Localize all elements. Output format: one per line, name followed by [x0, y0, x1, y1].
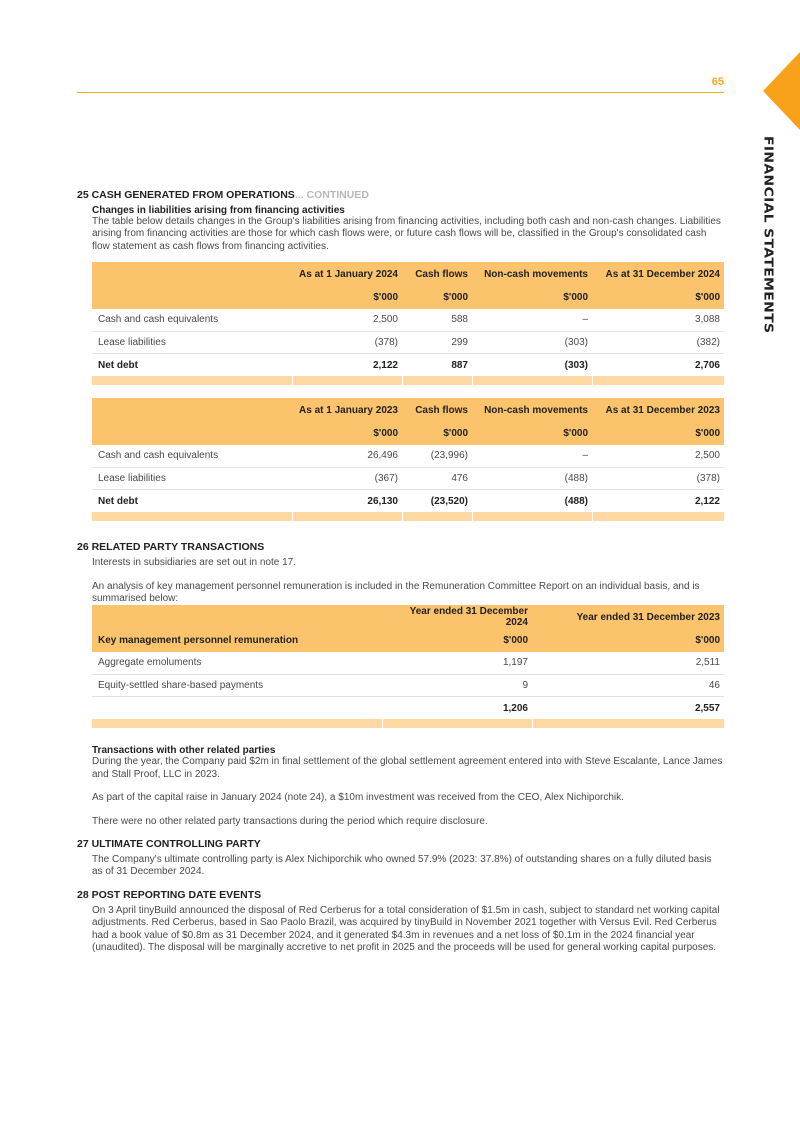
table-cell: 2,557	[694, 702, 720, 714]
table-cell: 26,496	[292, 445, 402, 468]
page-number: 65	[711, 76, 724, 88]
unit-cell: $'000	[472, 422, 592, 445]
note27-p1: The Company's ultimate controlling party is Alex Nichiporchik who owned 57.9% (2023: 37.8%) of outstanding shares on a fully diluted basis as of 31 December 2024.	[92, 854, 712, 878]
table-total-row	[92, 354, 724, 377]
table-cell: (303)	[472, 331, 592, 354]
table-cell: 2,706	[694, 359, 720, 371]
table-cell: (378)	[292, 331, 402, 354]
kmp-remuneration-table	[92, 605, 724, 728]
corner-tab-triangle	[763, 52, 800, 130]
net-debt-table-2024	[92, 262, 724, 385]
table-row	[92, 674, 724, 697]
table-units-row	[92, 286, 724, 309]
header-cell: As at 1 January 2024	[292, 262, 402, 286]
table-cell: (23,520)	[430, 495, 468, 507]
header-cell: Cash flows	[402, 398, 472, 422]
unit-cell: $'000	[292, 422, 402, 445]
unit-cell: $'000	[472, 286, 592, 309]
row-label: Lease liabilities	[92, 467, 292, 490]
unit-cell: $'000	[402, 422, 472, 445]
section-side-label	[760, 136, 774, 336]
unit-cell: $'000	[382, 629, 532, 652]
row-label: Net debt	[98, 359, 138, 371]
note26-p4: As part of the capital raise in January 2024 (note 24), a $10m investment was received from the CEO, Alex Nichiporchik.	[92, 792, 624, 804]
header-cell: As at 1 January 2023	[292, 398, 402, 422]
table-cell: 1,206	[502, 702, 528, 714]
header-cell: Year ended 31 December 2024	[382, 605, 532, 629]
row-label	[92, 697, 382, 720]
table-cell: 2,122	[694, 495, 720, 507]
note25-subheading: Changes in liabilities arising from financing activities	[92, 205, 345, 216]
header-cell: As at 31 December 2024	[592, 262, 724, 286]
table-cell: 1,197	[382, 652, 532, 675]
table-row	[92, 652, 724, 675]
table-cell: 2,511	[532, 652, 724, 675]
table-cell: (488)	[564, 495, 588, 507]
table-cell: –	[472, 309, 592, 332]
table-cell: 2,122	[372, 359, 398, 371]
table-cell: –	[472, 445, 592, 468]
note26-p1: Interests in subsidiaries are set out in note 17.	[92, 557, 297, 569]
row-label: Cash and cash equivalents	[92, 309, 292, 332]
note25-title: 25 CASH GENERATED FROM OPERATIONS	[77, 189, 295, 201]
table-cell: (367)	[292, 467, 402, 490]
table-cell: 2,500	[292, 309, 402, 332]
row-label: Lease liabilities	[92, 331, 292, 354]
table-header-row	[92, 605, 724, 629]
table-header-row	[92, 398, 724, 422]
note26-p2: An analysis of key management personnel remuneration is included in the Remuneration Committee Report on an individual basis, and is summarised below:	[92, 580, 700, 605]
table-row	[92, 331, 724, 354]
table-cell: 588	[402, 309, 472, 332]
table-footer-band	[92, 376, 724, 385]
unit-cell: $'000	[292, 286, 402, 309]
table-total-row	[92, 490, 724, 513]
note27-heading: 27 ULTIMATE CONTROLLING PARTY	[77, 838, 261, 851]
table-cell: 299	[402, 331, 472, 354]
table-units-row	[92, 422, 724, 445]
label-header-cell: Key management personnel remuneration	[92, 629, 382, 652]
table-cell: (488)	[472, 467, 592, 490]
table-row	[92, 309, 724, 332]
table-cell: 9	[382, 674, 532, 697]
table-row	[92, 467, 724, 490]
section-side-label-text: FINANCIAL STATEMENTS	[760, 136, 776, 334]
note26-p5: There were no other related party transactions during the period which require disclosure.	[92, 815, 488, 827]
note26-heading: 26 RELATED PARTY TRANSACTIONS	[77, 541, 265, 554]
table-header-row	[92, 262, 724, 286]
unit-cell: $'000	[532, 629, 724, 652]
row-label: Equity-settled share-based payments	[92, 674, 382, 697]
table-row	[92, 445, 724, 468]
table-cell: (23,996)	[402, 445, 472, 468]
row-label: Cash and cash equivalents	[92, 445, 292, 468]
header-cell: Non-cash movements	[472, 262, 592, 286]
note25-intro: The table below details changes in the Group's liabilities arising from financing activities, including both cash and non-cash changes. Liabilities arising from financing activities are those for which cash flows were, or future cash flows will be, classified in the Group's consolidated cash flow statement as cash flows from financing activities.	[92, 216, 721, 252]
top-rule	[77, 92, 724, 93]
note25-heading	[77, 189, 724, 201]
note26-p3: During the year, the Company paid $2m in final settlement of the global settlement agreement entered into with Steve Escalante, Lance James and Stall Proof, LLC in 2023.	[92, 756, 723, 780]
table-total-row	[92, 697, 724, 720]
note28-heading: 28 POST REPORTING DATE EVENTS	[77, 888, 262, 901]
header-cell: Year ended 31 December 2023	[532, 605, 724, 629]
table-cell: (378)	[592, 467, 724, 490]
row-label: Net debt	[98, 495, 138, 507]
header-cell: Non-cash movements	[472, 398, 592, 422]
table-cell: 476	[402, 467, 472, 490]
table-footer-band	[92, 719, 724, 728]
net-debt-table-2023	[92, 398, 724, 521]
table-cell: 887	[451, 359, 468, 371]
table-cell: (303)	[564, 359, 588, 371]
table-cell: 46	[532, 674, 724, 697]
header-cell: As at 31 December 2023	[592, 398, 724, 422]
note26-subheading: Transactions with other related parties	[92, 745, 276, 757]
page-content	[77, 189, 724, 955]
table-cell: 26,130	[367, 495, 398, 507]
row-label: Aggregate emoluments	[92, 652, 382, 675]
header-cell: Cash flows	[402, 262, 472, 286]
note25-continued: ... CONTINUED	[294, 189, 369, 201]
unit-cell: $'000	[592, 286, 724, 309]
table-footer-band	[92, 512, 724, 521]
note28-p1: On 3 April tinyBuild announced the disposal of Red Cerberus for a total consideration of $1.5m in cash, subject to standard net working capital adjustments. Red Cerberus, based in Sao Paolo Brazil, was acquired by tinyBuild in November 2021 together with Versus Evil. Red Cerberus had a book value of $0.8m as 31 December 2024, and it generated $4.3m in revenues and a net loss of $0.1m in the 2024 financial year (unaudited). The disposal will be marginally accretive to net profit in 2025 and the proceeds will be used for general working capital purposes.	[92, 904, 720, 954]
unit-cell: $'000	[592, 422, 724, 445]
table-cell: 3,088	[592, 309, 724, 332]
table-units-row	[92, 629, 724, 652]
unit-cell: $'000	[402, 286, 472, 309]
table-cell: 2,500	[592, 445, 724, 468]
table-cell: (382)	[592, 331, 724, 354]
